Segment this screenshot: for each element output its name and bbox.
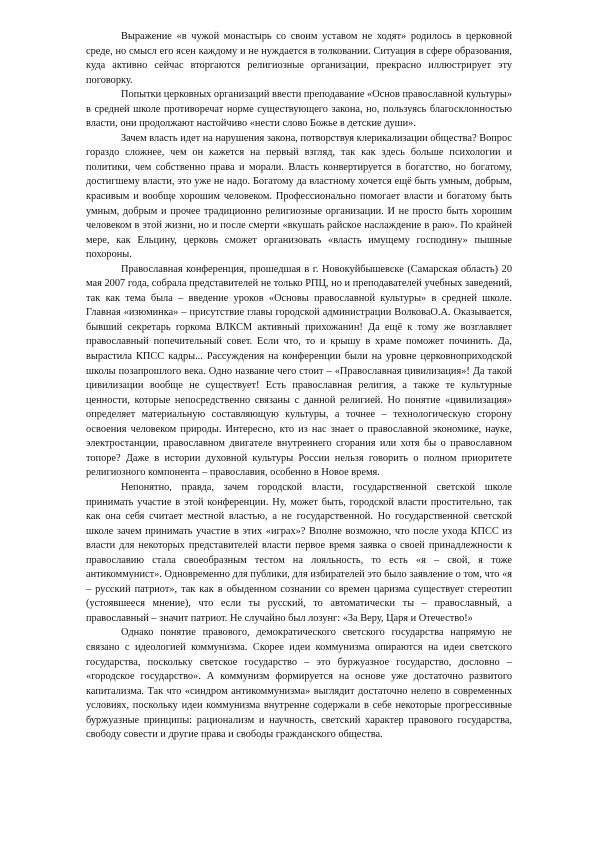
paragraph-secular-school: Непонятно, правда, зачем городской власти, государственной светской школе принимать участие в этой конференции. Ну, может быть, городской власти простительно, так как она себя считает местной властью, а не государственной. Но государственной светской школе зачем принимать участие в этих «играх»? Вполне возможно, что после ухода КПСС из власти для некоторых представителей власти первое время заявка о своей принадлежности к православию стала своеобразным тестом на лояльность, то есть «я – свой, я тоже антикоммунист». Одновременно для публики, для избирателей это было заявление о том, что «я – русский патриот», так как в обыденном сознании со времен царизма существует стереотип (устоявшееся мнение), что если ты русский, то автоматически ты – православный, а православный – значит патриот. Не случайно был лозунг: «За Веру, Царя и Отечество!» <box>86 481 512 624</box>
paragraph-orthodox-conference: Православная конференция, прошедшая в г. Новокуйбышевске (Самарская область) 20 мая 2007 года, собрала представителей не только РПЦ, но и преподавателей учебных заведений, так как тема была – введение уроков «Основы православной культуры» в средней школе. Главная «изюминка» – присутствие главы городской администрации ВолковаО.А. Оказывается, бывший секретарь горкома ВЛКСМ активный прихожанин! Да ещё к тому же возглавляет православный попечительный совет. Если что, то и крышу в храме поможет починить. Да, вырастила КПСС кадры... Рассуждения на конференции были на уровне церковноприходской школы позапрошлого века. Одно название чего стоит – «Православная цивилизация»! Да такой цивилизации вообще не существует! Есть православная религия, а также те культурные ценности, которые непосредственно связаны с данной религией. Но понятие «цивилизация» определяет материальную составляющую культуры, а точнее – технологическую сторону освоения человеком природы. Интересно, кто из нас знает о православной экономике, науке, электростанции, православном двигателе внутреннего сгорания или хотя бы о православном топоре? Даже в истории духовной культуры России нельзя говорить о полном приоритете религиозного компонента – православия, особенно в Новое время. <box>86 263 512 479</box>
paragraph-church-attempts: Попытки церковных организаций ввести преподавание «Основ православной культуры» в средней школе противоречат норме существующего закона, но, пользуясь благосклонностью власти, они продолжают настойчиво «нести слово Божье в детские души». <box>86 89 512 130</box>
paragraph-proverb-intro: Выражение «в чужой монастырь со своим уставом не ходят» родилось в церковной среде, но смысл его ясен каждому и не нуждается в толковании. Ситуация в сфере образования, куда активно сейчас вторгаются религиозные организации, прекрасно иллюстрирует эту поговорку. <box>86 31 512 86</box>
paragraph-power-and-clericalization: Зачем власть идет на нарушения закона, потворствуя клерикализации общества? Вопрос гораздо сложнее, чем он кажется на первый взгляд, так как здесь больше психологии и политики, чем собственно права и морали. Власть конвертируется в богатство, но богатому, достигшему власти, это уже не надо. Богатому да властному хочется ещё быть умным, добрым, красивым и вообще хорошим человеком. Профессионально помогает власти и богатому быть умным, добрым и прочее традиционно религиозные организации. И не просто быть хорошим человеком в этой жизни, но и после смерти «вкушать райское наслаждение в раю». По крайней мере, как Ельцину, церковь сможет организовать «власть имущему господину» пышные похороны. <box>86 132 512 261</box>
document-page <box>86 30 512 830</box>
paragraph-secular-state: Однако понятие правового, демократического светского государства напрямую не связано с идеологией коммунизма. Скорее идеи коммунизма опираются на идеи светского государства, поскольку светское государство – это буржуазное государство, дословно – «городское государство». А коммунизм формируется на основе уже достаточно развитого капитализма. Так что «синдром антикоммунизма» выглядит достаточно нелепо в современных условиях, поскольку идеи коммунизма внутренне содержали в себе некоторые прогрессивные буржуазные принципы: рационализм и научность, светский характер правового государства, свободу совести и другие права и свободы гражданского общества. <box>86 627 512 741</box>
